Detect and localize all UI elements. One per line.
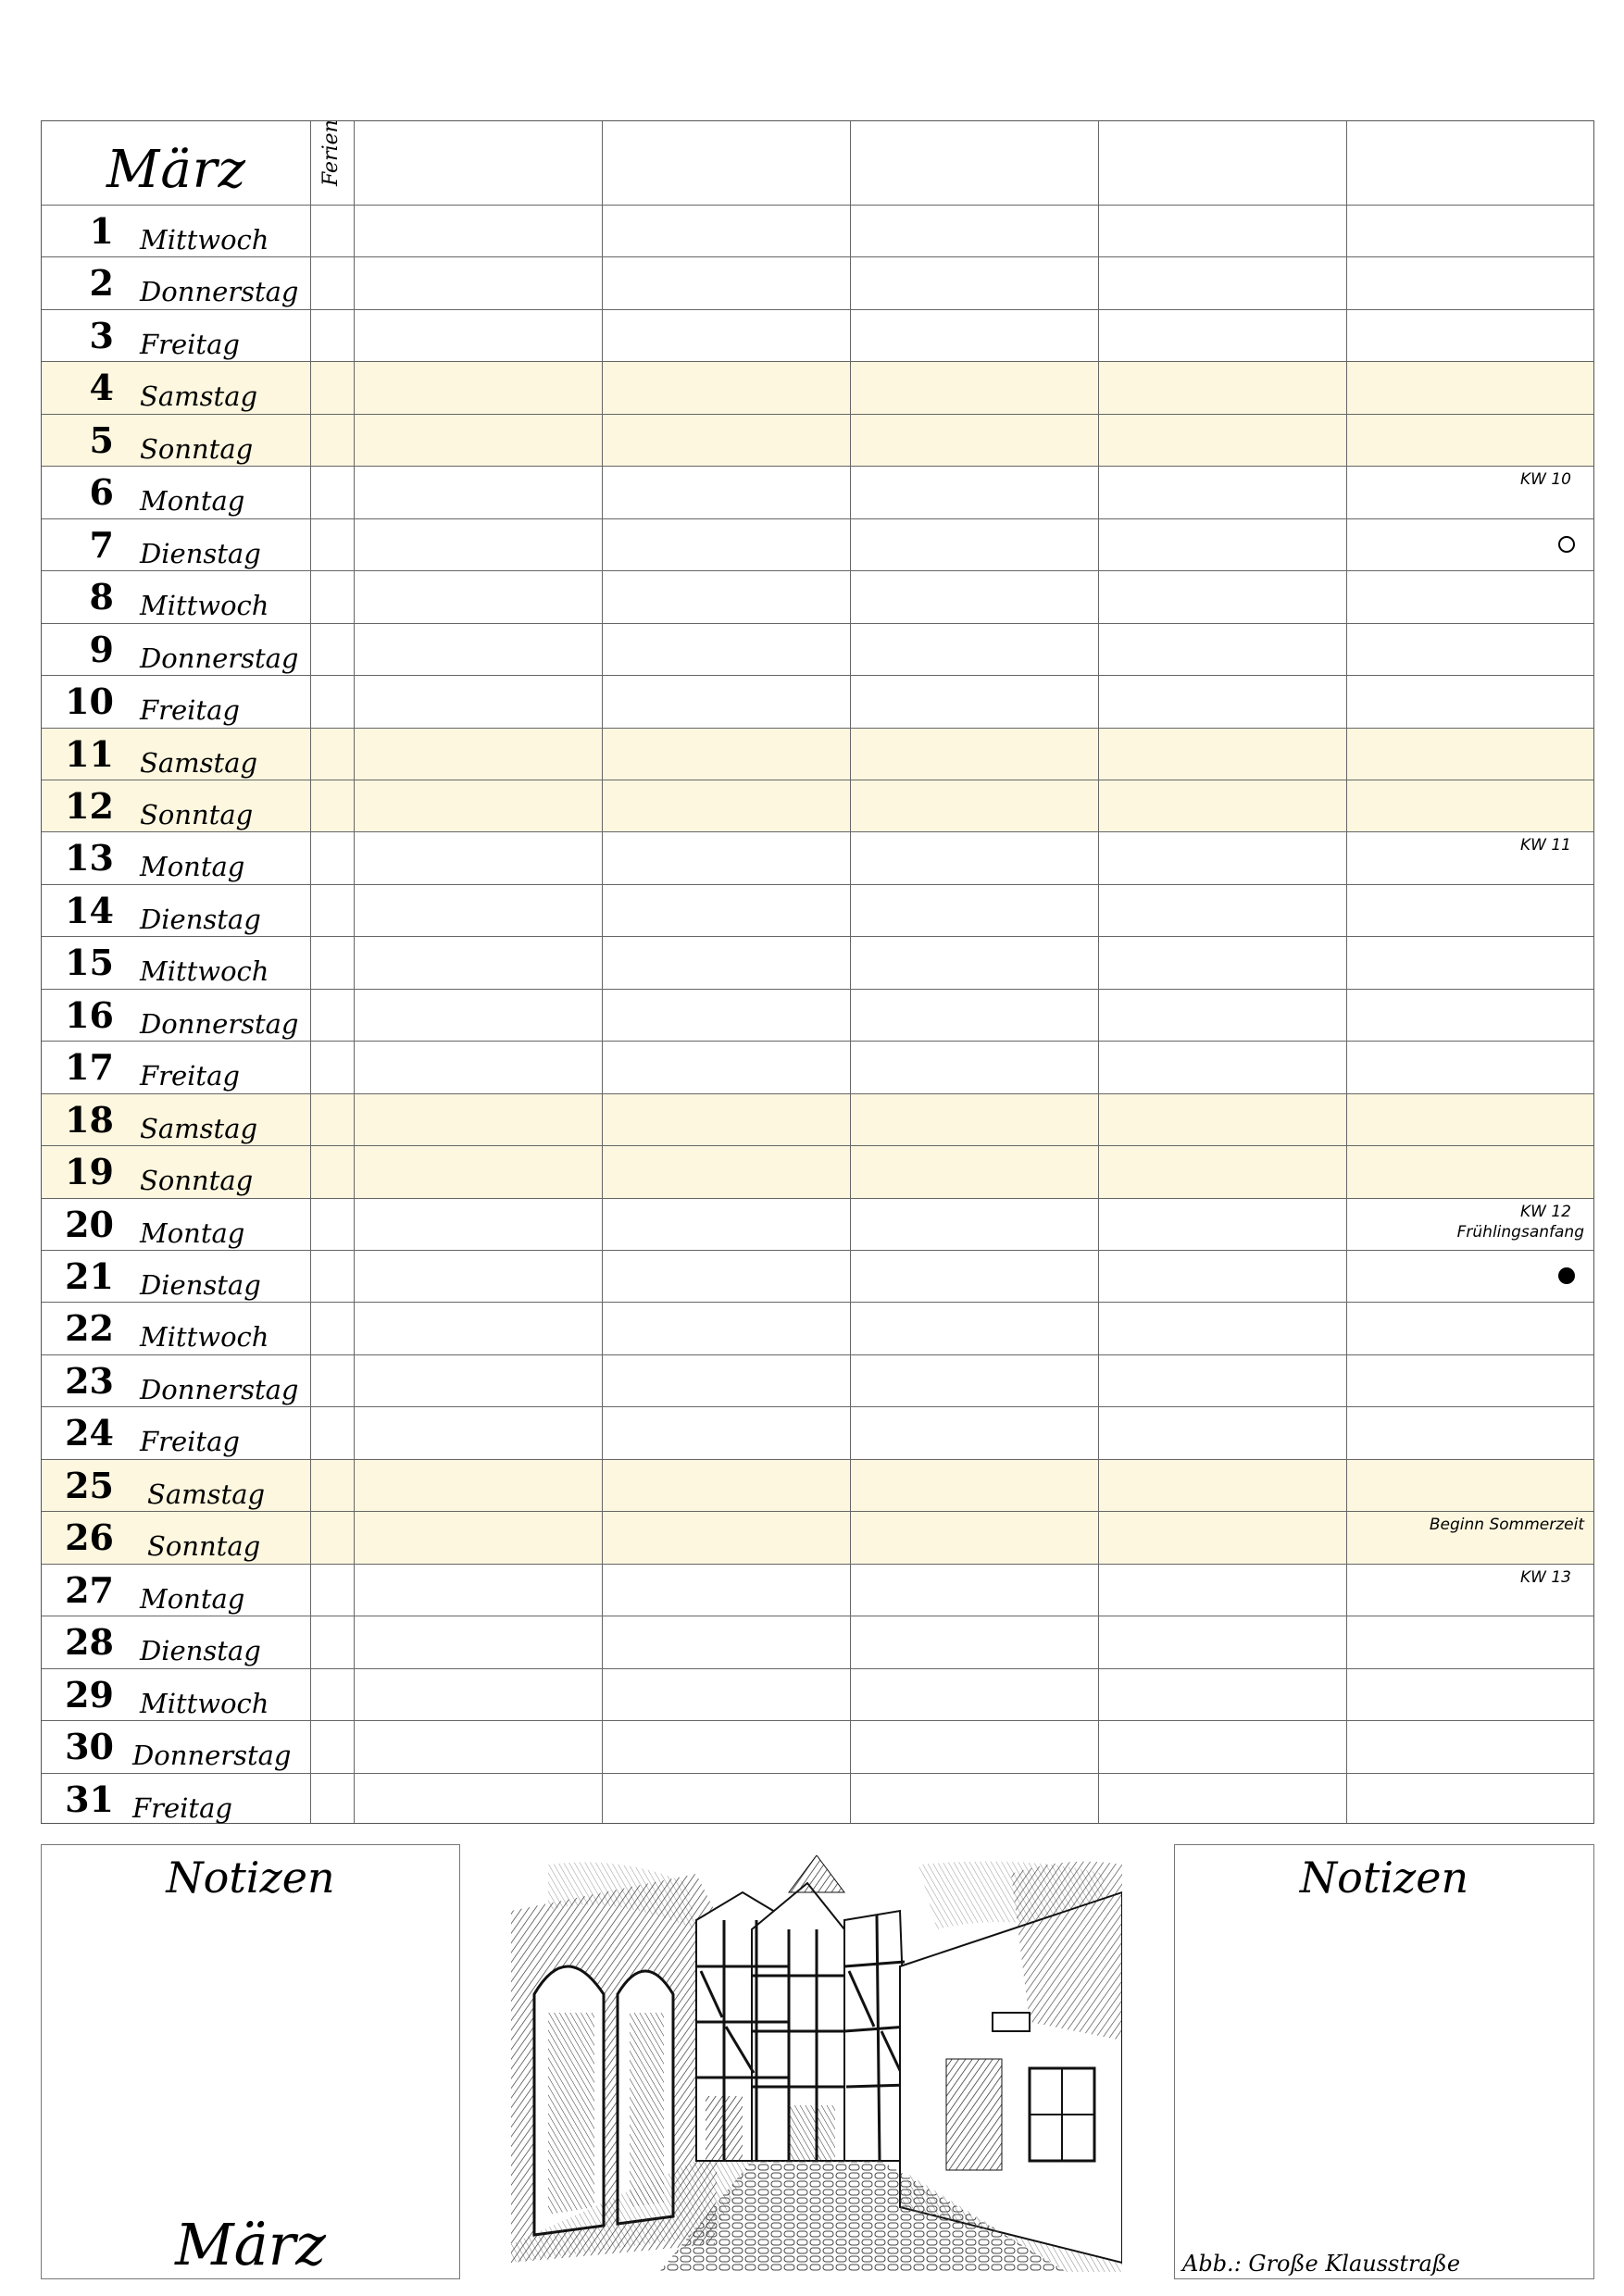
- column-divider: [1098, 121, 1099, 1823]
- day-row[interactable]: [42, 831, 1593, 883]
- day-name: Montag: [140, 1582, 245, 1615]
- day-row[interactable]: [42, 1773, 1593, 1825]
- day-row[interactable]: [42, 466, 1593, 518]
- day-name: Freitag: [140, 694, 240, 727]
- month-title: März: [106, 140, 246, 200]
- day-number: 2: [89, 262, 114, 305]
- day-number: 25: [65, 1464, 114, 1506]
- illustration-caption: Abb.: Große Klausstraße: [1182, 2251, 1461, 2277]
- day-name: Sonntag: [140, 798, 254, 830]
- day-name: Dienstag: [140, 903, 261, 935]
- day-number: 31: [65, 1778, 114, 1820]
- day-row[interactable]: [42, 1668, 1593, 1720]
- day-name: Mittwoch: [140, 1687, 269, 1719]
- day-number: 28: [65, 1621, 114, 1664]
- day-row[interactable]: [42, 623, 1593, 675]
- day-row[interactable]: [42, 1564, 1593, 1616]
- ferien-column-label: Ferien: [319, 119, 343, 186]
- day-number: 16: [65, 993, 114, 1036]
- day-name: Sonntag: [140, 432, 254, 465]
- day-number: 5: [89, 418, 114, 461]
- day-number: 14: [65, 889, 114, 931]
- day-row[interactable]: [42, 205, 1593, 256]
- calendar-grid: [41, 120, 1594, 1824]
- day-row[interactable]: [42, 309, 1593, 361]
- new-moon-icon: [1558, 1267, 1575, 1284]
- day-row[interactable]: [42, 884, 1593, 936]
- day-name: Dienstag: [140, 1635, 261, 1667]
- day-number: 27: [65, 1568, 114, 1611]
- day-name: Donnerstag: [140, 1373, 299, 1405]
- day-name: Mittwoch: [140, 224, 269, 256]
- week-number: KW 13: [1520, 1567, 1571, 1587]
- column-divider: [354, 121, 355, 1823]
- day-row[interactable]: [42, 1720, 1593, 1772]
- day-number: 12: [65, 784, 114, 827]
- day-number: 26: [65, 1516, 114, 1559]
- day-number: 22: [65, 1307, 114, 1350]
- day-number: 13: [65, 837, 114, 880]
- day-row[interactable]: [42, 1093, 1593, 1145]
- week-number: KW 11: [1520, 836, 1571, 855]
- day-number: 17: [65, 1046, 114, 1089]
- column-divider: [310, 121, 311, 1823]
- day-name: Donnerstag: [140, 642, 299, 674]
- notes-month-label: März: [175, 2211, 326, 2278]
- day-number: 1: [89, 210, 114, 252]
- day-number: 24: [65, 1412, 114, 1454]
- day-number: 10: [65, 680, 114, 723]
- day-name: Freitag: [132, 1791, 232, 1824]
- day-row[interactable]: [42, 1406, 1593, 1458]
- day-name: Freitag: [140, 328, 240, 360]
- day-name: Freitag: [140, 1060, 240, 1092]
- day-row[interactable]: [42, 675, 1593, 727]
- day-row[interactable]: [42, 936, 1593, 988]
- day-number: 15: [65, 942, 114, 984]
- day-name: Donnerstag: [132, 1740, 292, 1772]
- day-name: Mittwoch: [140, 1321, 269, 1354]
- day-row[interactable]: [42, 414, 1593, 466]
- day-name: Samstag: [140, 381, 258, 413]
- day-number: 6: [89, 471, 114, 514]
- street-illustration: [511, 1855, 1122, 2272]
- day-row[interactable]: [42, 1198, 1593, 1250]
- day-row[interactable]: [42, 518, 1593, 570]
- day-name: Sonntag: [147, 1530, 261, 1563]
- notes-panel-left[interactable]: [41, 1844, 460, 2279]
- day-name: Donnerstag: [140, 1007, 299, 1040]
- day-row[interactable]: [42, 1459, 1593, 1511]
- day-row[interactable]: [42, 1041, 1593, 1092]
- day-number: 29: [65, 1673, 114, 1716]
- day-name: Freitag: [140, 1426, 240, 1458]
- day-row[interactable]: [42, 1302, 1593, 1354]
- day-row[interactable]: [42, 1511, 1593, 1563]
- column-divider: [1346, 121, 1347, 1823]
- day-name: Sonntag: [140, 1165, 254, 1197]
- day-name: Dienstag: [140, 1269, 261, 1301]
- day-row[interactable]: [42, 1616, 1593, 1667]
- day-name: Montag: [140, 485, 245, 518]
- day-row[interactable]: [42, 1145, 1593, 1197]
- week-number: KW 12: [1520, 1202, 1571, 1221]
- day-row[interactable]: [42, 1354, 1593, 1406]
- moon-phase-icon: [1558, 536, 1575, 553]
- day-number: 30: [65, 1726, 114, 1768]
- day-row[interactable]: [42, 570, 1593, 622]
- day-name: Dienstag: [140, 537, 261, 569]
- day-name: Mittwoch: [140, 590, 269, 622]
- day-name: Samstag: [140, 746, 258, 779]
- day-name: Samstag: [140, 1112, 258, 1144]
- day-number: 18: [65, 1098, 114, 1141]
- day-number: 19: [65, 1151, 114, 1193]
- day-number: 3: [89, 314, 114, 356]
- day-number: 20: [65, 1203, 114, 1245]
- day-name: Donnerstag: [140, 276, 299, 308]
- day-name: Montag: [140, 1217, 245, 1249]
- day-number: 23: [65, 1359, 114, 1402]
- day-number: 7: [89, 523, 114, 566]
- column-divider: [602, 121, 603, 1823]
- notes-title-right: Notizen: [1299, 1853, 1469, 1903]
- day-note: Beginn Sommerzeit: [1429, 1516, 1584, 1535]
- day-number: 11: [65, 732, 114, 775]
- column-divider: [850, 121, 851, 1823]
- day-number: 9: [89, 628, 114, 670]
- day-number: 4: [89, 367, 114, 409]
- day-note: Frühlingsanfang: [1456, 1222, 1584, 1242]
- day-row[interactable]: [42, 989, 1593, 1041]
- day-number: 8: [89, 576, 114, 618]
- notes-title-left: Notizen: [166, 1853, 335, 1903]
- day-row[interactable]: [42, 1250, 1593, 1302]
- week-number: KW 10: [1520, 470, 1571, 490]
- day-name: Samstag: [147, 1478, 266, 1510]
- notes-panel-right[interactable]: [1174, 1844, 1594, 2279]
- day-row[interactable]: [42, 256, 1593, 308]
- day-number: 21: [65, 1255, 114, 1297]
- day-name: Montag: [140, 851, 245, 883]
- day-name: Mittwoch: [140, 955, 269, 988]
- day-row[interactable]: [42, 361, 1593, 413]
- day-row[interactable]: [42, 780, 1593, 831]
- day-row[interactable]: [42, 728, 1593, 780]
